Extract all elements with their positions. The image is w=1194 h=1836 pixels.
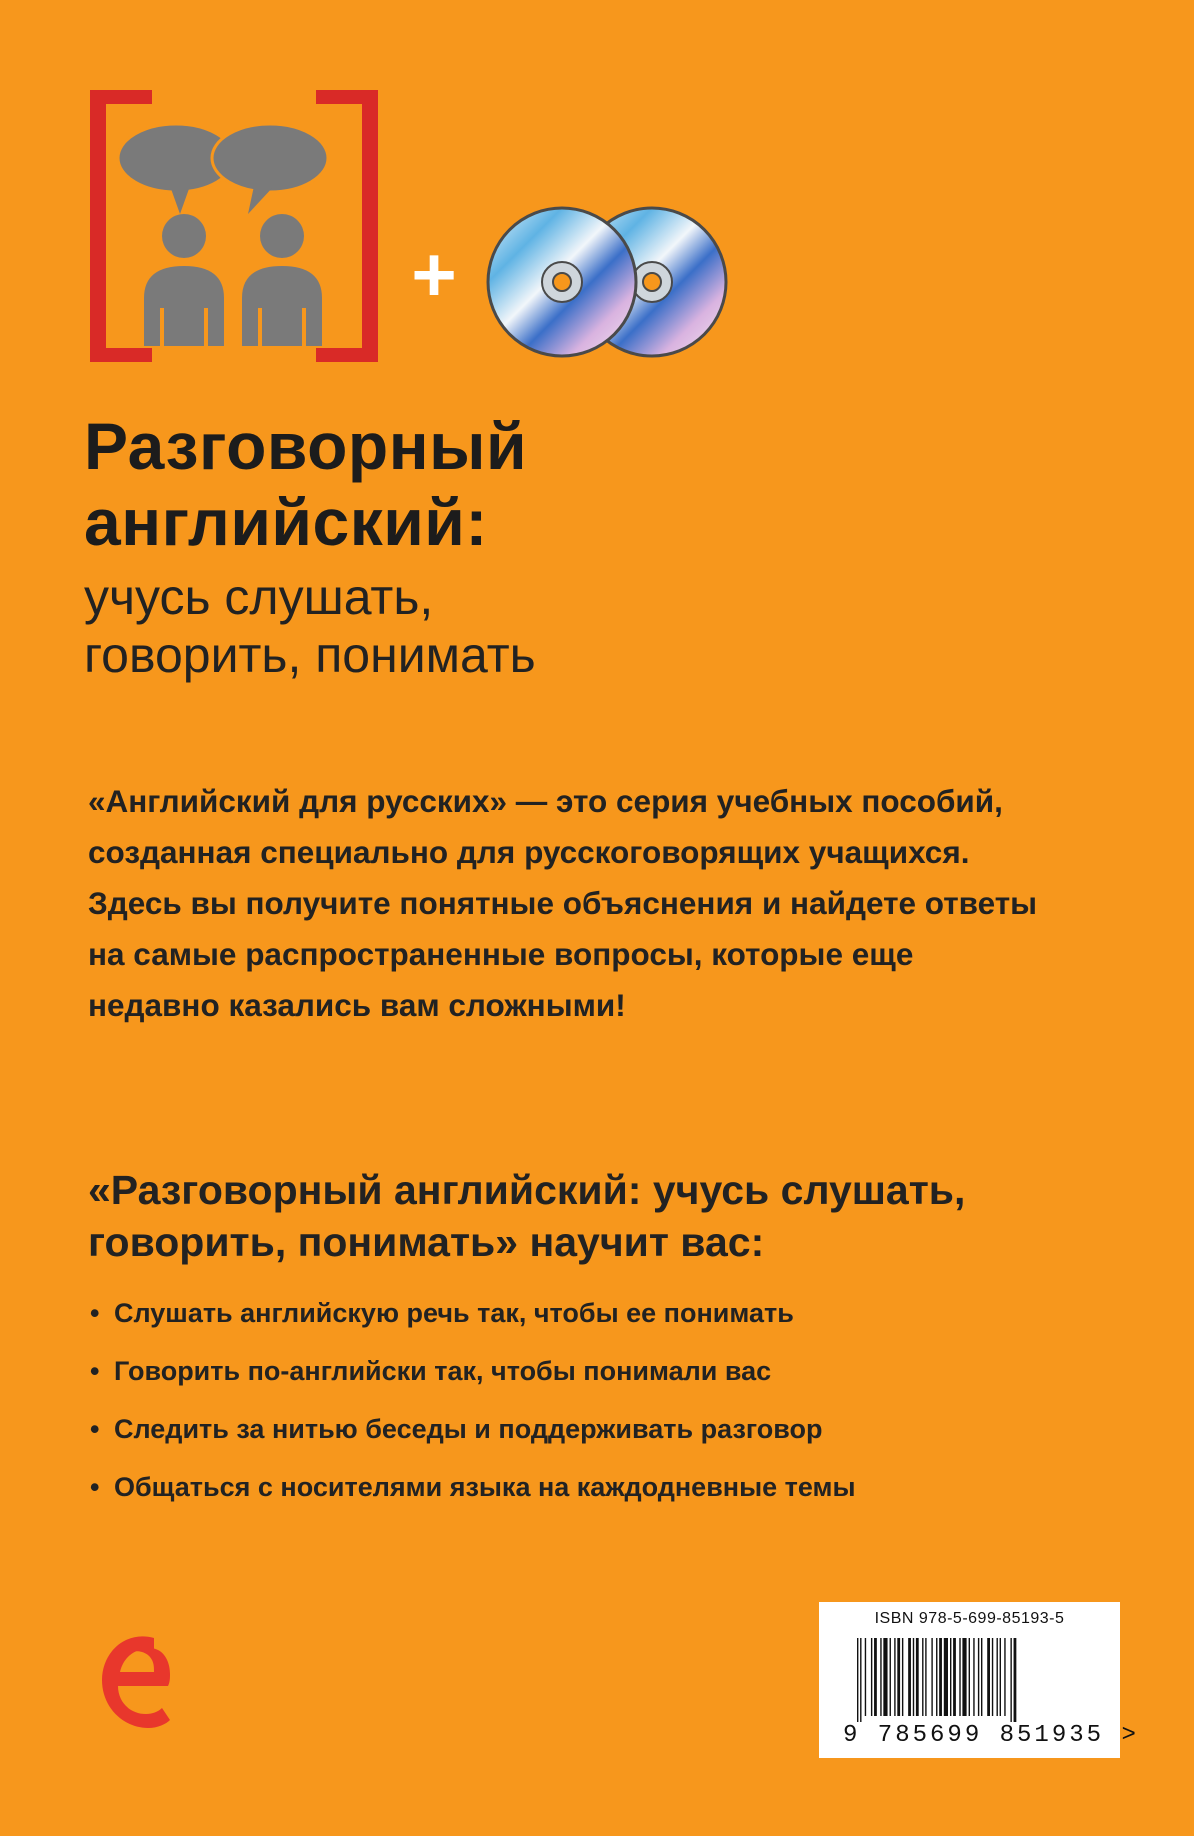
barcode-bar <box>953 1638 956 1716</box>
barcode-bar <box>865 1638 866 1716</box>
title-line-1: Разговорный <box>84 409 528 483</box>
list-item <box>90 1458 1150 1516</box>
barcode-bar <box>1004 1638 1005 1716</box>
list-item <box>90 1284 1150 1342</box>
barcode-bar <box>860 1638 861 1722</box>
barcode-bar <box>997 1638 998 1716</box>
skills-list <box>90 1284 1150 1516</box>
barcode-bar <box>880 1638 881 1716</box>
publisher-logo-icon <box>96 1624 176 1734</box>
barcode-bar <box>897 1638 900 1716</box>
barcode-bar <box>922 1638 923 1716</box>
barcode-bar <box>913 1638 914 1716</box>
barcode-bar <box>978 1638 979 1716</box>
barcode-bar <box>936 1638 937 1716</box>
barcode-bar <box>962 1638 966 1716</box>
conversation-icon <box>86 86 382 366</box>
list-item-text: Говорить по-английски так, чтобы понимали вас <box>114 1356 772 1386</box>
barcode-bar <box>902 1638 903 1716</box>
cd-discs-icon <box>486 200 736 360</box>
intro-line: недавно казались вам сложными! <box>88 987 626 1023</box>
list-item <box>90 1342 1150 1400</box>
title-line-2: английский: <box>84 485 488 559</box>
barcode-bar <box>1010 1638 1011 1722</box>
barcode-bar <box>857 1638 858 1722</box>
barcode-bar <box>890 1638 891 1716</box>
barcode-bar <box>883 1638 887 1716</box>
header-graphics <box>0 0 1194 400</box>
barcode-bar <box>908 1638 911 1716</box>
bullet-icon: • <box>90 1472 100 1502</box>
barcode-bar <box>871 1638 872 1716</box>
isbn-text: ISBN 978-5-699-85193-5 <box>874 1610 1065 1627</box>
barcode-bar <box>925 1638 926 1716</box>
bullet-icon: • <box>90 1414 100 1444</box>
teaches-line: говорить, понимать» научит вас: <box>88 1219 765 1265</box>
barcode-bar <box>931 1638 932 1716</box>
bullet-icon: • <box>90 1356 100 1386</box>
barcode-bars <box>855 1638 1087 1722</box>
list-item-text: Следить за нитью беседы и поддерживать разговор <box>114 1414 823 1444</box>
subtitle-line-2: говорить, понимать <box>84 627 536 683</box>
barcode-bar <box>1000 1638 1001 1716</box>
barcode-bar <box>950 1638 951 1716</box>
plus-sign: + <box>411 230 457 318</box>
barcode-bar <box>959 1638 960 1716</box>
list-item-text: Общаться с носителями языка на каждодневные темы <box>114 1472 856 1502</box>
barcode-bar <box>973 1638 974 1716</box>
barcode-bar <box>992 1638 993 1716</box>
list-item-text: Слушать английскую речь так, чтобы ее понимать <box>114 1298 794 1328</box>
barcode-bar <box>1014 1638 1017 1722</box>
barcode-bar <box>916 1638 919 1716</box>
barcode-digits: 9 785699 851935 > <box>843 1722 1139 1749</box>
barcode-bar <box>987 1638 990 1716</box>
barcode-bar <box>944 1638 948 1716</box>
teaches-line: «Разговорный английский: учусь слушать, <box>88 1167 966 1213</box>
barcode-bar <box>981 1638 982 1716</box>
book-title <box>84 408 1104 684</box>
subtitle-line-1: учусь слушать, <box>84 569 434 625</box>
bullet-icon: • <box>90 1298 100 1328</box>
intro-line: на самые распространенные вопросы, которые еще <box>88 936 914 972</box>
list-item <box>90 1400 1150 1458</box>
intro-line: Здесь вы получите понятные объяснения и найдете ответы <box>88 885 1038 921</box>
barcode-bar <box>969 1638 970 1716</box>
intro-line: «Английский для русских» — это серия учебных пособий, <box>88 783 1003 819</box>
barcode-bar <box>939 1638 942 1716</box>
teaches-heading <box>88 1164 1168 1268</box>
barcode-bar <box>894 1638 895 1716</box>
barcode-bar <box>874 1638 877 1716</box>
series-description <box>88 776 1148 1031</box>
intro-line: созданная специально для русскоговорящих учащихся. <box>88 834 970 870</box>
barcode <box>819 1602 1139 1758</box>
